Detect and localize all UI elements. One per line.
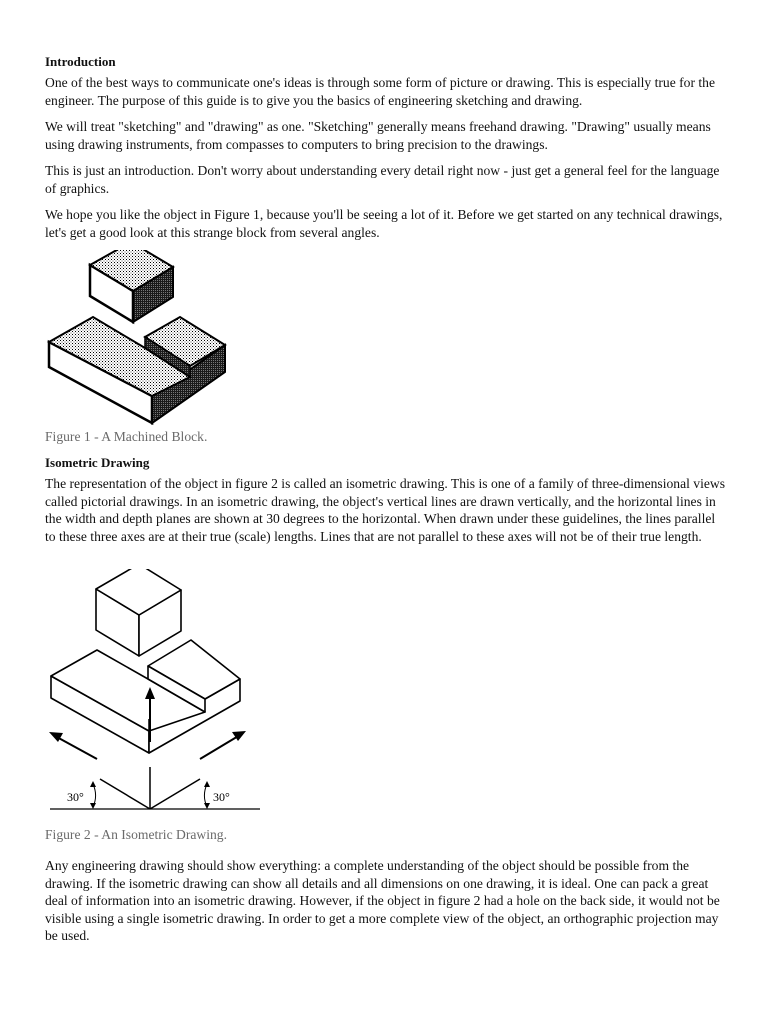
angle-label-right: 30° bbox=[213, 790, 230, 804]
isometric-heading: Isometric Drawing bbox=[45, 455, 150, 470]
isometric-paragraph: The representation of the object in figure 2 is called an isometric drawing. This is one of a family of three-dimensional views called pictorial drawings. In an isometric drawing, the object's vertical lines are drawn vertically, and the horizontal lines in the width and depth planes are shown at 30 degrees to the horizontal. When drawn under these guidelines, the lines parallel to these three axes are at their true (scale) lengths. Lines that are not parallel to these axes will not be of their true length. bbox=[45, 476, 725, 544]
intro-paragraph-3: This is just an introduction. Don't worry about understanding every detail right now - just get a general feel for the language of graphics. bbox=[45, 163, 720, 196]
intro-paragraph-4: We hope you like the object in Figure 1, because you'll be seeing a lot of it. Before we get started on any technical drawings, let's get a good look at this strange block from several angles. bbox=[45, 207, 723, 240]
figure-1-caption: Figure 1 - A Machined Block. bbox=[45, 429, 208, 444]
right-axis-arrow bbox=[200, 735, 240, 759]
intro-heading: Introduction bbox=[45, 54, 116, 69]
angle-label-left: 30° bbox=[67, 790, 84, 804]
left-axis-arrow bbox=[55, 736, 97, 759]
closing-paragraph: Any engineering drawing should show everything: a complete understanding of the object should be possible from the drawing. If the isometric drawing can show all details and all dimensions on one drawing, it is ideal. One can pack a great deal of information into an isometric drawing. However, if the object in figure 2 had a hole on the back side, it would not be visible using a single isometric drawing. In order to get a more complete view of the object, an orthographic projection may be used. bbox=[45, 858, 720, 943]
figure-1-machined-block bbox=[45, 250, 235, 428]
intro-paragraph-1: One of the best ways to communicate one's ideas is through some form of picture or drawing. This is especially true for the engineer. The purpose of this guide is to give you the basics of engineering sketching and drawing. bbox=[45, 75, 716, 108]
intro-paragraph-2: We will treat "sketching" and "drawing" as one. "Sketching" generally means freehand drawing. "Drawing" usually means using drawing instruments, from compasses to computers to bring precision to the drawings. bbox=[45, 119, 711, 152]
figure-2-isometric-drawing bbox=[45, 569, 265, 824]
figure-2-caption: Figure 2 - An Isometric Drawing. bbox=[45, 827, 227, 842]
document-page bbox=[45, 54, 725, 954]
